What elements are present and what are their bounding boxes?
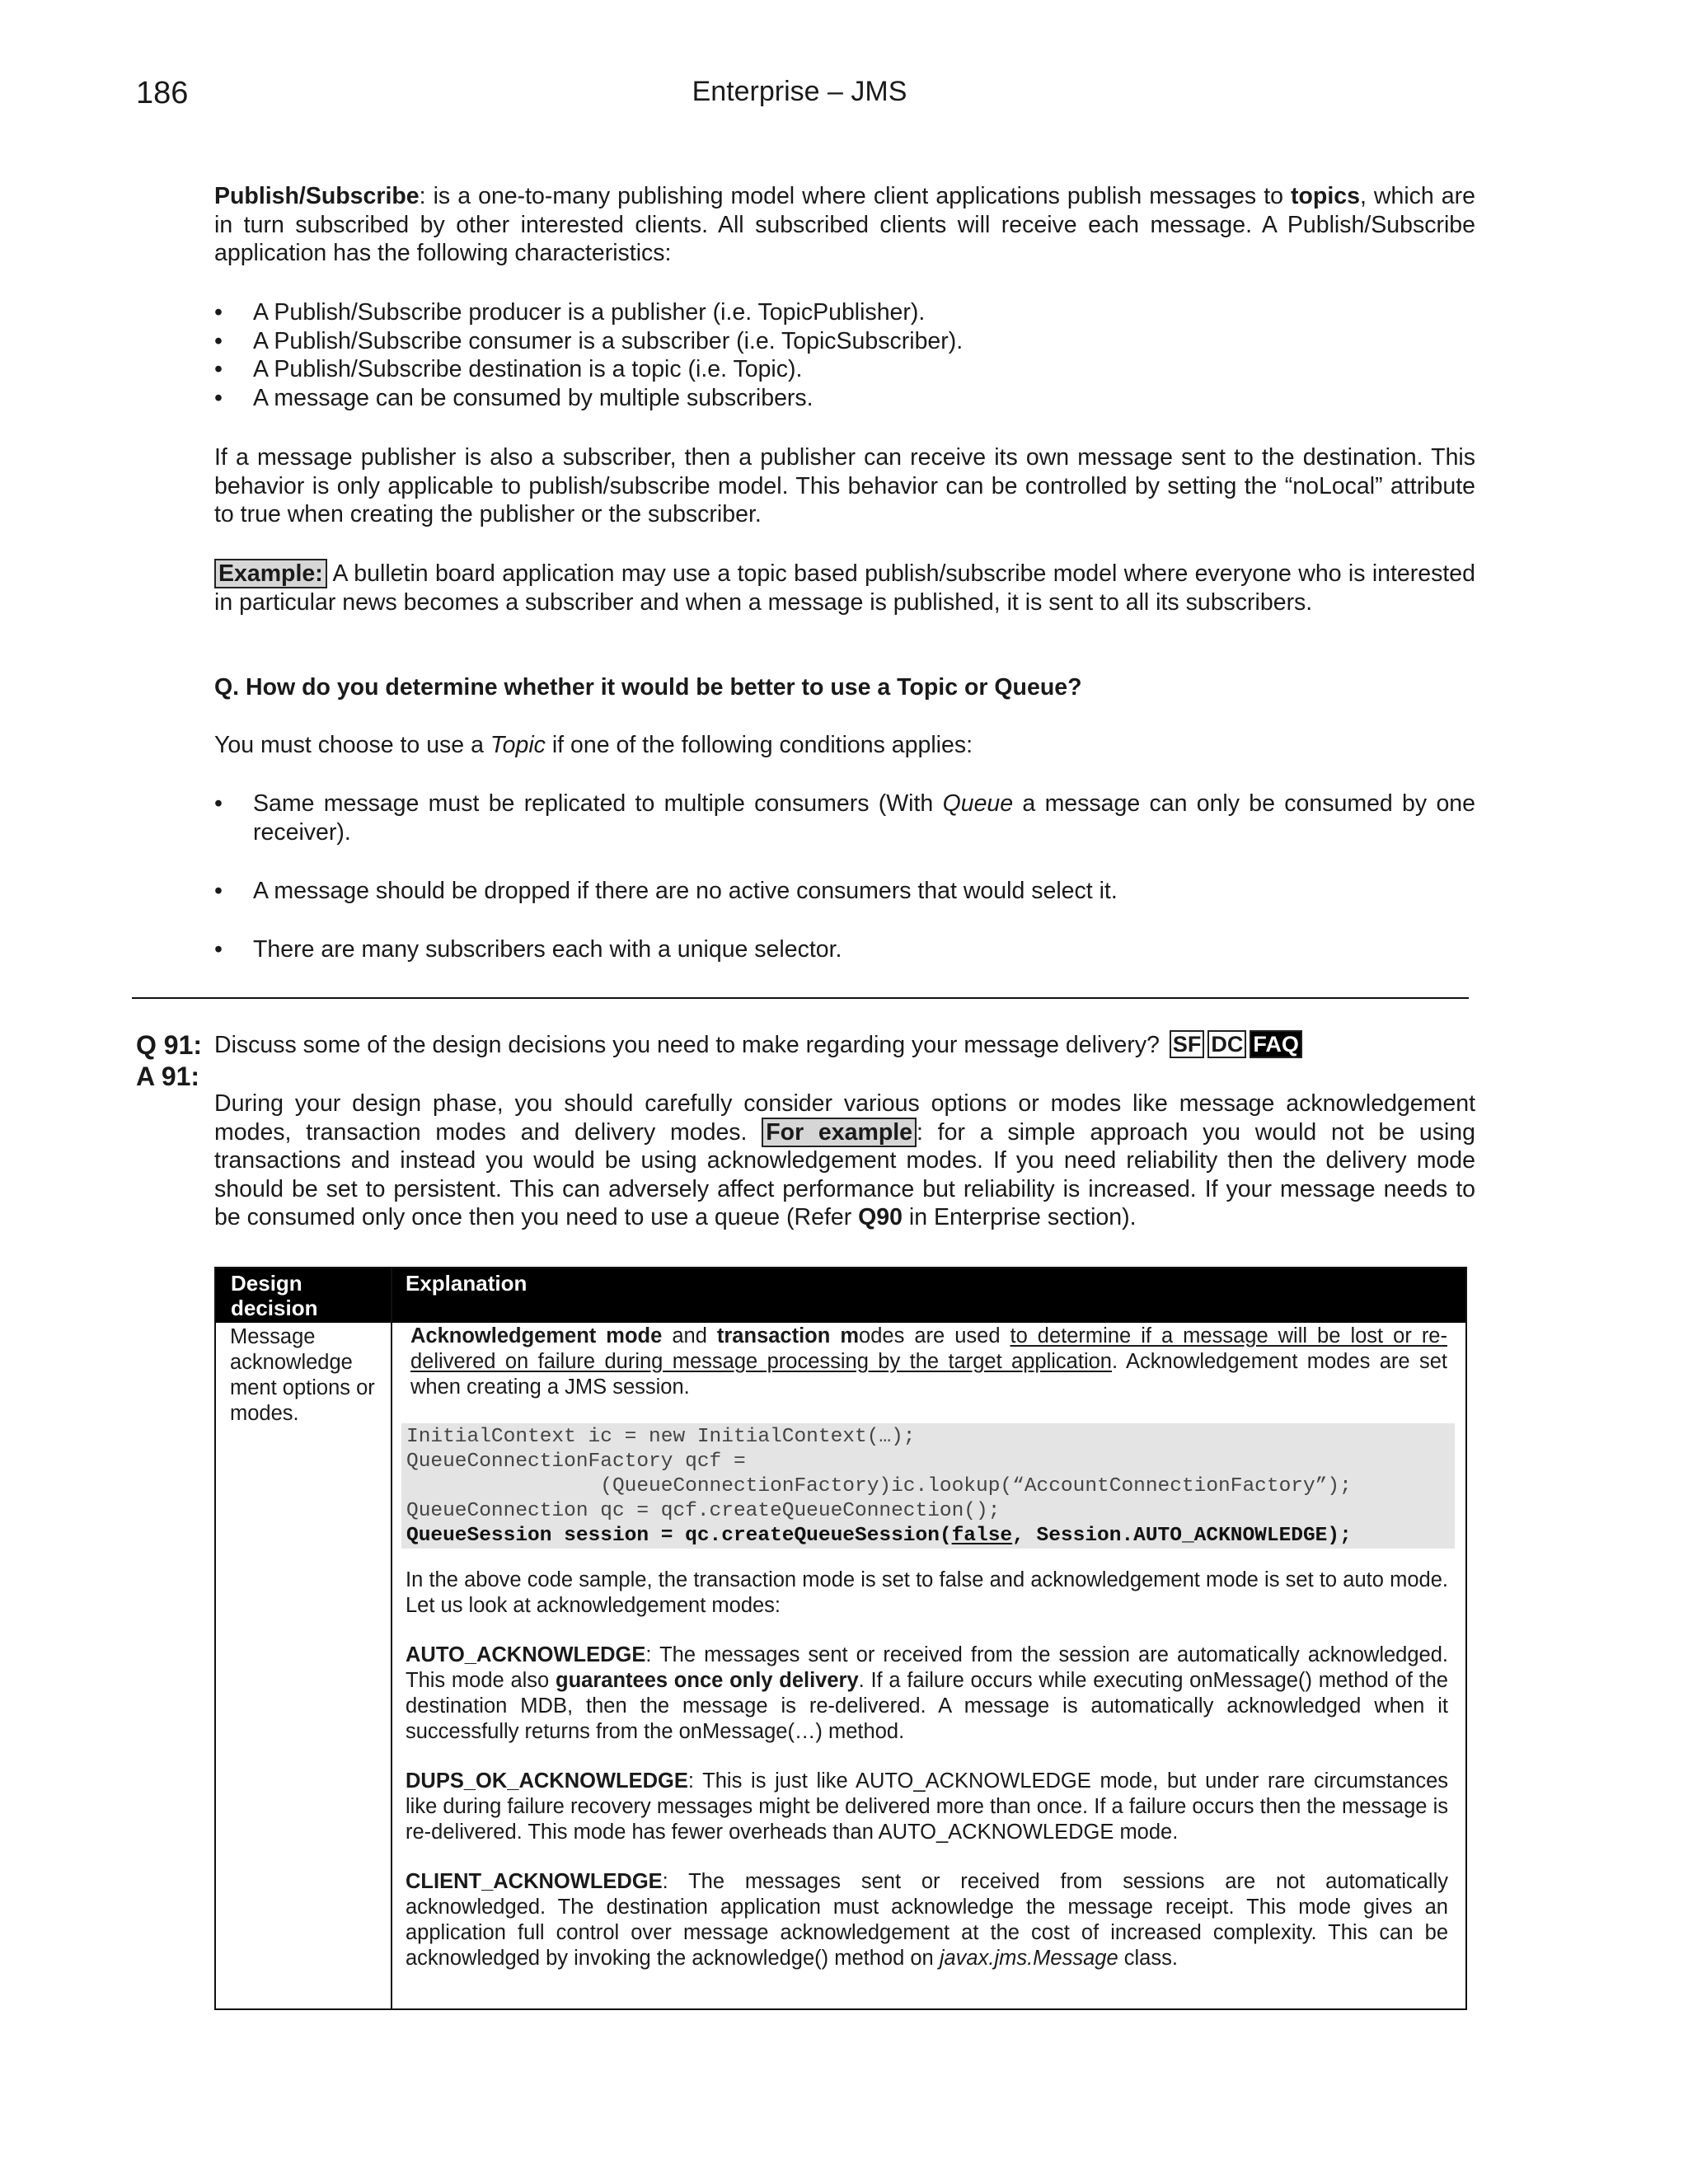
code-sample bbox=[401, 1423, 1455, 1549]
intro-bold-1: Acknowledgement mode bbox=[410, 1324, 663, 1347]
b3-text: There are many subscribers each with a unique selector. bbox=[253, 936, 842, 963]
answer-label: A 91: bbox=[136, 1062, 200, 1091]
question-label: Q 91: bbox=[136, 1030, 203, 1060]
b2-text: A message should be dropped if there are no active consumers that would select it. bbox=[253, 878, 1118, 904]
code-line: QueueConnection qc = qcf.createQueueConnection(); bbox=[406, 1500, 1001, 1522]
intro-and: and bbox=[662, 1324, 717, 1347]
after-code-paragraph: In the above code sample, the transaction mode is set to false and acknowledgement mode is set to auto mode. Let us look at acknowledgement modes: bbox=[406, 1568, 1448, 1617]
pubsub-term: Publish/Subscribe bbox=[214, 183, 420, 209]
for-example-label: For example bbox=[762, 1118, 917, 1147]
intro-underlined: to determine if a message will be lost or re-delivered on failure during message processing by the target application bbox=[410, 1324, 1447, 1373]
bullet: • bbox=[214, 327, 223, 354]
bullet: • bbox=[214, 936, 223, 963]
lead-topic: Topic bbox=[490, 732, 546, 758]
lead-b: if one of the following conditions applies: bbox=[545, 732, 973, 758]
auto-b: . If a failure occurs while executing onMessage() method of the destination MDB, then the message is re-delivered. A message is automatically acknowledged when it successfully returns from the onMessage(…) method. bbox=[406, 1669, 1448, 1743]
list-item bbox=[214, 935, 1475, 964]
auto-term: AUTO_ACKNOWLEDGE bbox=[406, 1643, 646, 1666]
dups-text: : This is just like AUTO_ACKNOWLEDGE mode, but under rare circumstances like during failure recovery messages might be delivered more than once. If a failure occurs then the message is re-delivered. This mode has fewer overheads than AUTO_ACKNOWLEDGE mode. bbox=[406, 1769, 1448, 1844]
q91-question bbox=[214, 1030, 1533, 1060]
q91-answer bbox=[214, 1090, 1475, 1232]
topic-conditions-list-2 bbox=[214, 877, 1475, 906]
row-label: Message acknowledge ment options or modes. bbox=[230, 1325, 375, 1425]
client-a: : The messages sent or received from sessions are not automatically acknowledged. The destination application must acknowledge the message receipt. This mode gives an application full control over message acknowledgement at the cost of increased complexity. This can be acknowledged by invoking the acknowledge() method on bbox=[406, 1870, 1448, 1970]
running-title: Enterprise – JMS bbox=[692, 76, 907, 107]
design-decision-table bbox=[214, 1267, 1467, 2010]
answer-b: : for a simple approach you would not be using transactions and instead you would be using acknowledgement modes. If you need reliability then the delivery mode should be set to persistent. This can adversely affect performance but reliability is increased. If your message needs to be consumed only once then you need to use a queue (Refer bbox=[214, 1118, 1476, 1230]
pubsub-intro bbox=[214, 182, 1475, 268]
answer-c: in Enterprise section). bbox=[903, 1204, 1137, 1230]
example-paragraph bbox=[214, 560, 1475, 616]
b1-b: a message can only be consumed by one receiver). bbox=[253, 790, 1475, 846]
example-text: A bulletin board application may use a topic based publish/subscribe model where everyone who is interested in particular news becomes a subscriber and when a message is published, it is sent to all its subscribers. bbox=[214, 560, 1475, 616]
tag-sf: SF bbox=[1170, 1030, 1205, 1058]
page-number: 186 bbox=[136, 76, 189, 110]
tag-faq: FAQ bbox=[1250, 1030, 1302, 1058]
bullet: • bbox=[214, 384, 223, 411]
list-item-text: A message can be consumed by multiple subscribers. bbox=[253, 384, 814, 411]
list-item bbox=[214, 877, 1475, 906]
list-item bbox=[214, 790, 1475, 846]
list-item-text: A Publish/Subscribe producer is a publisher (i.e. TopicPublisher). bbox=[253, 299, 926, 326]
section-divider bbox=[132, 997, 1469, 999]
list-item bbox=[214, 327, 1475, 356]
list-item bbox=[214, 355, 1475, 384]
dups-ok-paragraph bbox=[406, 1769, 1448, 1845]
list-item bbox=[214, 384, 1475, 413]
pubsub-characteristics-list bbox=[214, 298, 1475, 412]
dups-term: DUPS_OK_ACKNOWLEDGE bbox=[406, 1769, 688, 1793]
client-term: CLIENT_ACKNOWLEDGE bbox=[406, 1870, 663, 1893]
topic-queue-question: Q. How do you determine whether it would be better to use a Topic or Queue? bbox=[214, 674, 1082, 701]
client-ack-paragraph bbox=[406, 1869, 1448, 1971]
code-last-a: QueueSession session = qc.createQueueSession( bbox=[406, 1525, 952, 1547]
example-label: Example: bbox=[214, 559, 327, 588]
b1-a: Same message must be replicated to multiple consumers (With bbox=[253, 790, 943, 817]
code-line-highlight bbox=[406, 1524, 1455, 1549]
b1-queue: Queue bbox=[942, 790, 1014, 817]
topic-queue-lead bbox=[214, 731, 1475, 760]
auto-ack-paragraph bbox=[406, 1643, 1448, 1745]
intro-bold-2: transaction m bbox=[716, 1324, 860, 1347]
answer-a: During your design phase, you should carefully consider various options or modes like message acknowledgement modes, transaction modes and delivery modes. bbox=[214, 1090, 1475, 1146]
list-item-text: A Publish/Subscribe destination is a topic (i.e. Topic). bbox=[253, 356, 803, 382]
topic-conditions-list bbox=[214, 790, 1475, 846]
topics-term: topics bbox=[1291, 183, 1360, 209]
code-line: QueueConnectionFactory qcf = bbox=[406, 1451, 746, 1473]
pubsub-intro-b: , which are in turn subscribed by other interested clients. All subscribed clients will receive each message. A Publish/Subscribe application has the following characteristics: bbox=[214, 183, 1475, 266]
table-header-row bbox=[216, 1268, 1465, 1323]
intro-odes: odes are used bbox=[859, 1324, 1010, 1347]
explanation-intro bbox=[410, 1324, 1447, 1400]
code-line: (QueueConnectionFactory)ic.lookup(“AccountConnectionFactory”); bbox=[406, 1475, 1352, 1497]
client-italic: javax.jms.Message bbox=[939, 1947, 1118, 1970]
nolocal-paragraph: If a message publisher is also a subscriber, then a publisher can receive its own message sent to the destination. This behavior is only applicable to publish/subscribe model. This behavior can be controlled by setting the “noLocal” attribute to true when creating the publisher or the subscriber. bbox=[214, 444, 1475, 527]
bullet: • bbox=[214, 356, 223, 382]
code-last-b: , Session.AUTO_ACKNOWLEDGE); bbox=[1012, 1525, 1352, 1547]
answer-ref: Q90 bbox=[858, 1204, 903, 1230]
bullet: • bbox=[214, 878, 223, 904]
code-line: InitialContext ic = new InitialContext(…); bbox=[406, 1426, 916, 1448]
bullet: • bbox=[214, 299, 223, 326]
client-b: class. bbox=[1118, 1947, 1178, 1970]
column-divider bbox=[391, 1268, 392, 2008]
list-item bbox=[214, 298, 1475, 327]
code-last-false: false bbox=[951, 1525, 1013, 1547]
list-item-text: A Publish/Subscribe consumer is a subscriber (i.e. TopicSubscriber). bbox=[253, 327, 964, 354]
lead-a: You must choose to use a bbox=[214, 732, 490, 758]
header-explanation: Explanation bbox=[406, 1271, 528, 1296]
auto-bold: guarantees once only delivery bbox=[556, 1669, 859, 1692]
pubsub-intro-a: : is a one-to-many publishing model where client applications publish messages to bbox=[419, 183, 1292, 209]
auto-a: : The messages sent or received from the session are automatically acknowledged. This mode also bbox=[406, 1643, 1448, 1692]
topic-conditions-list-3 bbox=[214, 935, 1475, 964]
q91-question-text: Discuss some of the design decisions you need to make regarding your message delivery? bbox=[214, 1032, 1160, 1058]
header-design-decision: Design decision bbox=[231, 1271, 318, 1320]
tag-dc: DC bbox=[1207, 1030, 1246, 1058]
intro-rest: . Acknowledgement modes are set when creating a JMS session. bbox=[410, 1350, 1447, 1399]
bullet: • bbox=[214, 790, 223, 817]
